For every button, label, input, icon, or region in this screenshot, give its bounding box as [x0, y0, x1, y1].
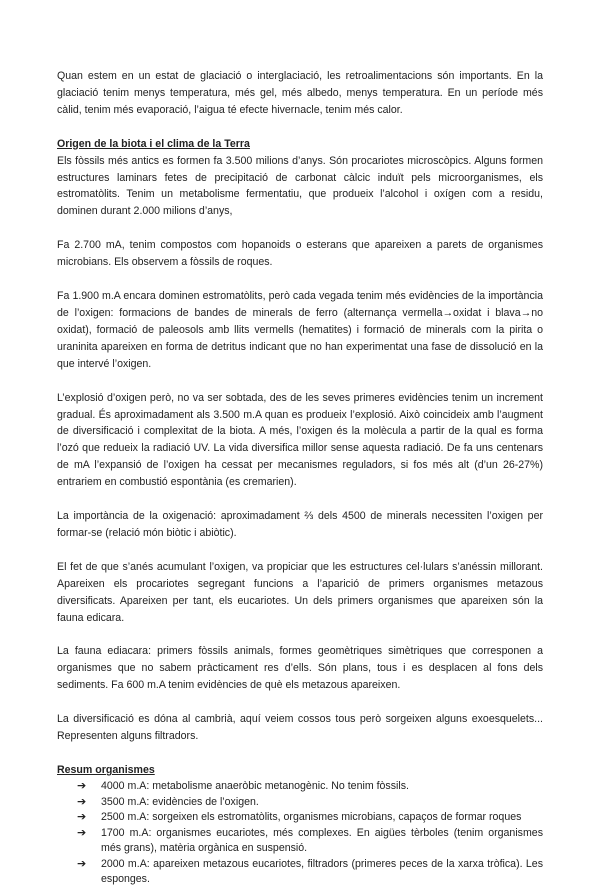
list-item	[77, 826, 543, 857]
list-item-text: 3500 m.A: evidències de l’oxigen.	[101, 795, 259, 808]
arrow-icon: ➔	[77, 779, 87, 792]
arrow-icon: ➔	[77, 795, 87, 808]
arrow-icon: ➔	[77, 811, 87, 824]
arrow-icon: ➔	[77, 826, 87, 839]
section-heading-summary: Resum organismes	[57, 764, 155, 776]
list-item	[77, 810, 543, 826]
intro-paragraph: Quan estem en un estat de glaciació o interglaciació, les retroalimentacions són importants. En la glaciació tenim menys temperatura, més gel, més albedo, menys temperatura. En un període més càlid, tenim més evaporació, l’aigua té efecte hivernacle, tenim més calor.	[57, 70, 543, 116]
list-item-text: 4000 m.A: metabolisme anaeròbic metanogènic. No tenim fòssils.	[101, 779, 409, 792]
paragraph-oxygenation-importance: La importància de la oxigenació: aproximadament ⅔ dels 4500 de minerals necessiten l’oxigen per formar-se (relació món biòtic i abiòtic).	[57, 510, 543, 539]
list-item-text: 1700 m.A: organismes eucariotes, més complexes. En aigües tèrboles (tenim organismes més grans), matèria orgànica en suspensió.	[101, 826, 543, 855]
paragraph-oxygen-explosion: L’explosió d’oxigen però, no va ser sobtada, des de les seves primeres evidències tenim un increment gradual. És aproximadament als 3.500 m.A quan es produeix l’explosió. Això coincideix amb l’augment de diversificació i complexitat de la biota. A més, l’oxigen és la molècula a partir de la qual es forma l’ozó que redueix la radiació UV. La vida diversifica millor sense aquesta radiació. De fa uns centenars de mA l’expansió de l’oxigen ha cessat per mecanismes reguladors, si fos més alt (d’un 26-27%) entrariem en combustió espontània (es cremarien).	[57, 391, 543, 489]
list-item-text: 2500 m.A: sorgeixen els estromatòlits, organismes microbians, capaços de formar roques	[101, 811, 522, 824]
list-item	[77, 795, 543, 811]
document-page	[57, 68, 543, 888]
list-item-text: 2000 m.A: apareixen metazous eucariotes, filtradors (primeres peces de la xarxa tròfica). Les esponges.	[101, 857, 543, 886]
paragraph-fossils: Els fòssils més antics es formen fa 3.500 milions d’anys. Són procariotes microscòpics. Alguns formen estructures laminars fetes de precipitació de carbonat càlcic induït pels microorganismes, els estromatòlits. Tenim un metabolisme fermentatiu, que produeix l’alcohol i oxígen com a residu, dominen durant 2.000 milions d’anys,	[57, 154, 543, 218]
summary-list	[57, 779, 543, 888]
paragraph-cell-structures: El fet de que s’anés acumulant l’oxigen, va propiciar que les estructures cel·lulars s’anéssin millorant. Apareixen els procariotes segregant funcions a l’aparició de primers organismes metazous diversificats. Apareixen per tant, els eucariotes. Un dels primers organismes que apareixen són la fauna edicara.	[57, 560, 543, 624]
paragraph-cambrian: La diversificació es dóna al cambrià, aquí veiem cossos tous però sorgeixen alguns exoesquelets... Representen alguns filtradors.	[57, 713, 543, 743]
list-item	[77, 857, 543, 888]
section-heading-origin: Origen de la biota i el clima de la Terra	[57, 137, 250, 150]
paragraph-1900ma: Fa 1.900 m.A encara dominen estromatòlits, però cada vegada tenim més evidències de la importància de l’oxigen: formacions de bandes de minerals de ferro (alternança vermella→oxidat i blava→no oxidat), formació de paleosols amb llits vermells (hematites) i formació de minerals com la pirita o uraninita apareixen en forma de detritus indicant que no han experimentat una fase de dissolució en la que intervé l’oxigen.	[57, 290, 543, 370]
paragraph-ediacara-fauna: La fauna ediacara: primers fòssils animals, formes geomètriques simètriques que corresponen a organismes que no sabem pràcticament res d’ells. Són plans, tous i es desplacen al fons dels sediments. Fa 600 m.A tenim evidències de què els metazous apareixen.	[57, 645, 543, 692]
list-item	[77, 779, 543, 795]
paragraph-2700ma: Fa 2.700 mA, tenim compostos com hopanoids o esterans que apareixen a parets de organismes microbians. Els observem a fòssils de roques.	[57, 239, 543, 269]
arrow-icon: ➔	[77, 857, 87, 870]
